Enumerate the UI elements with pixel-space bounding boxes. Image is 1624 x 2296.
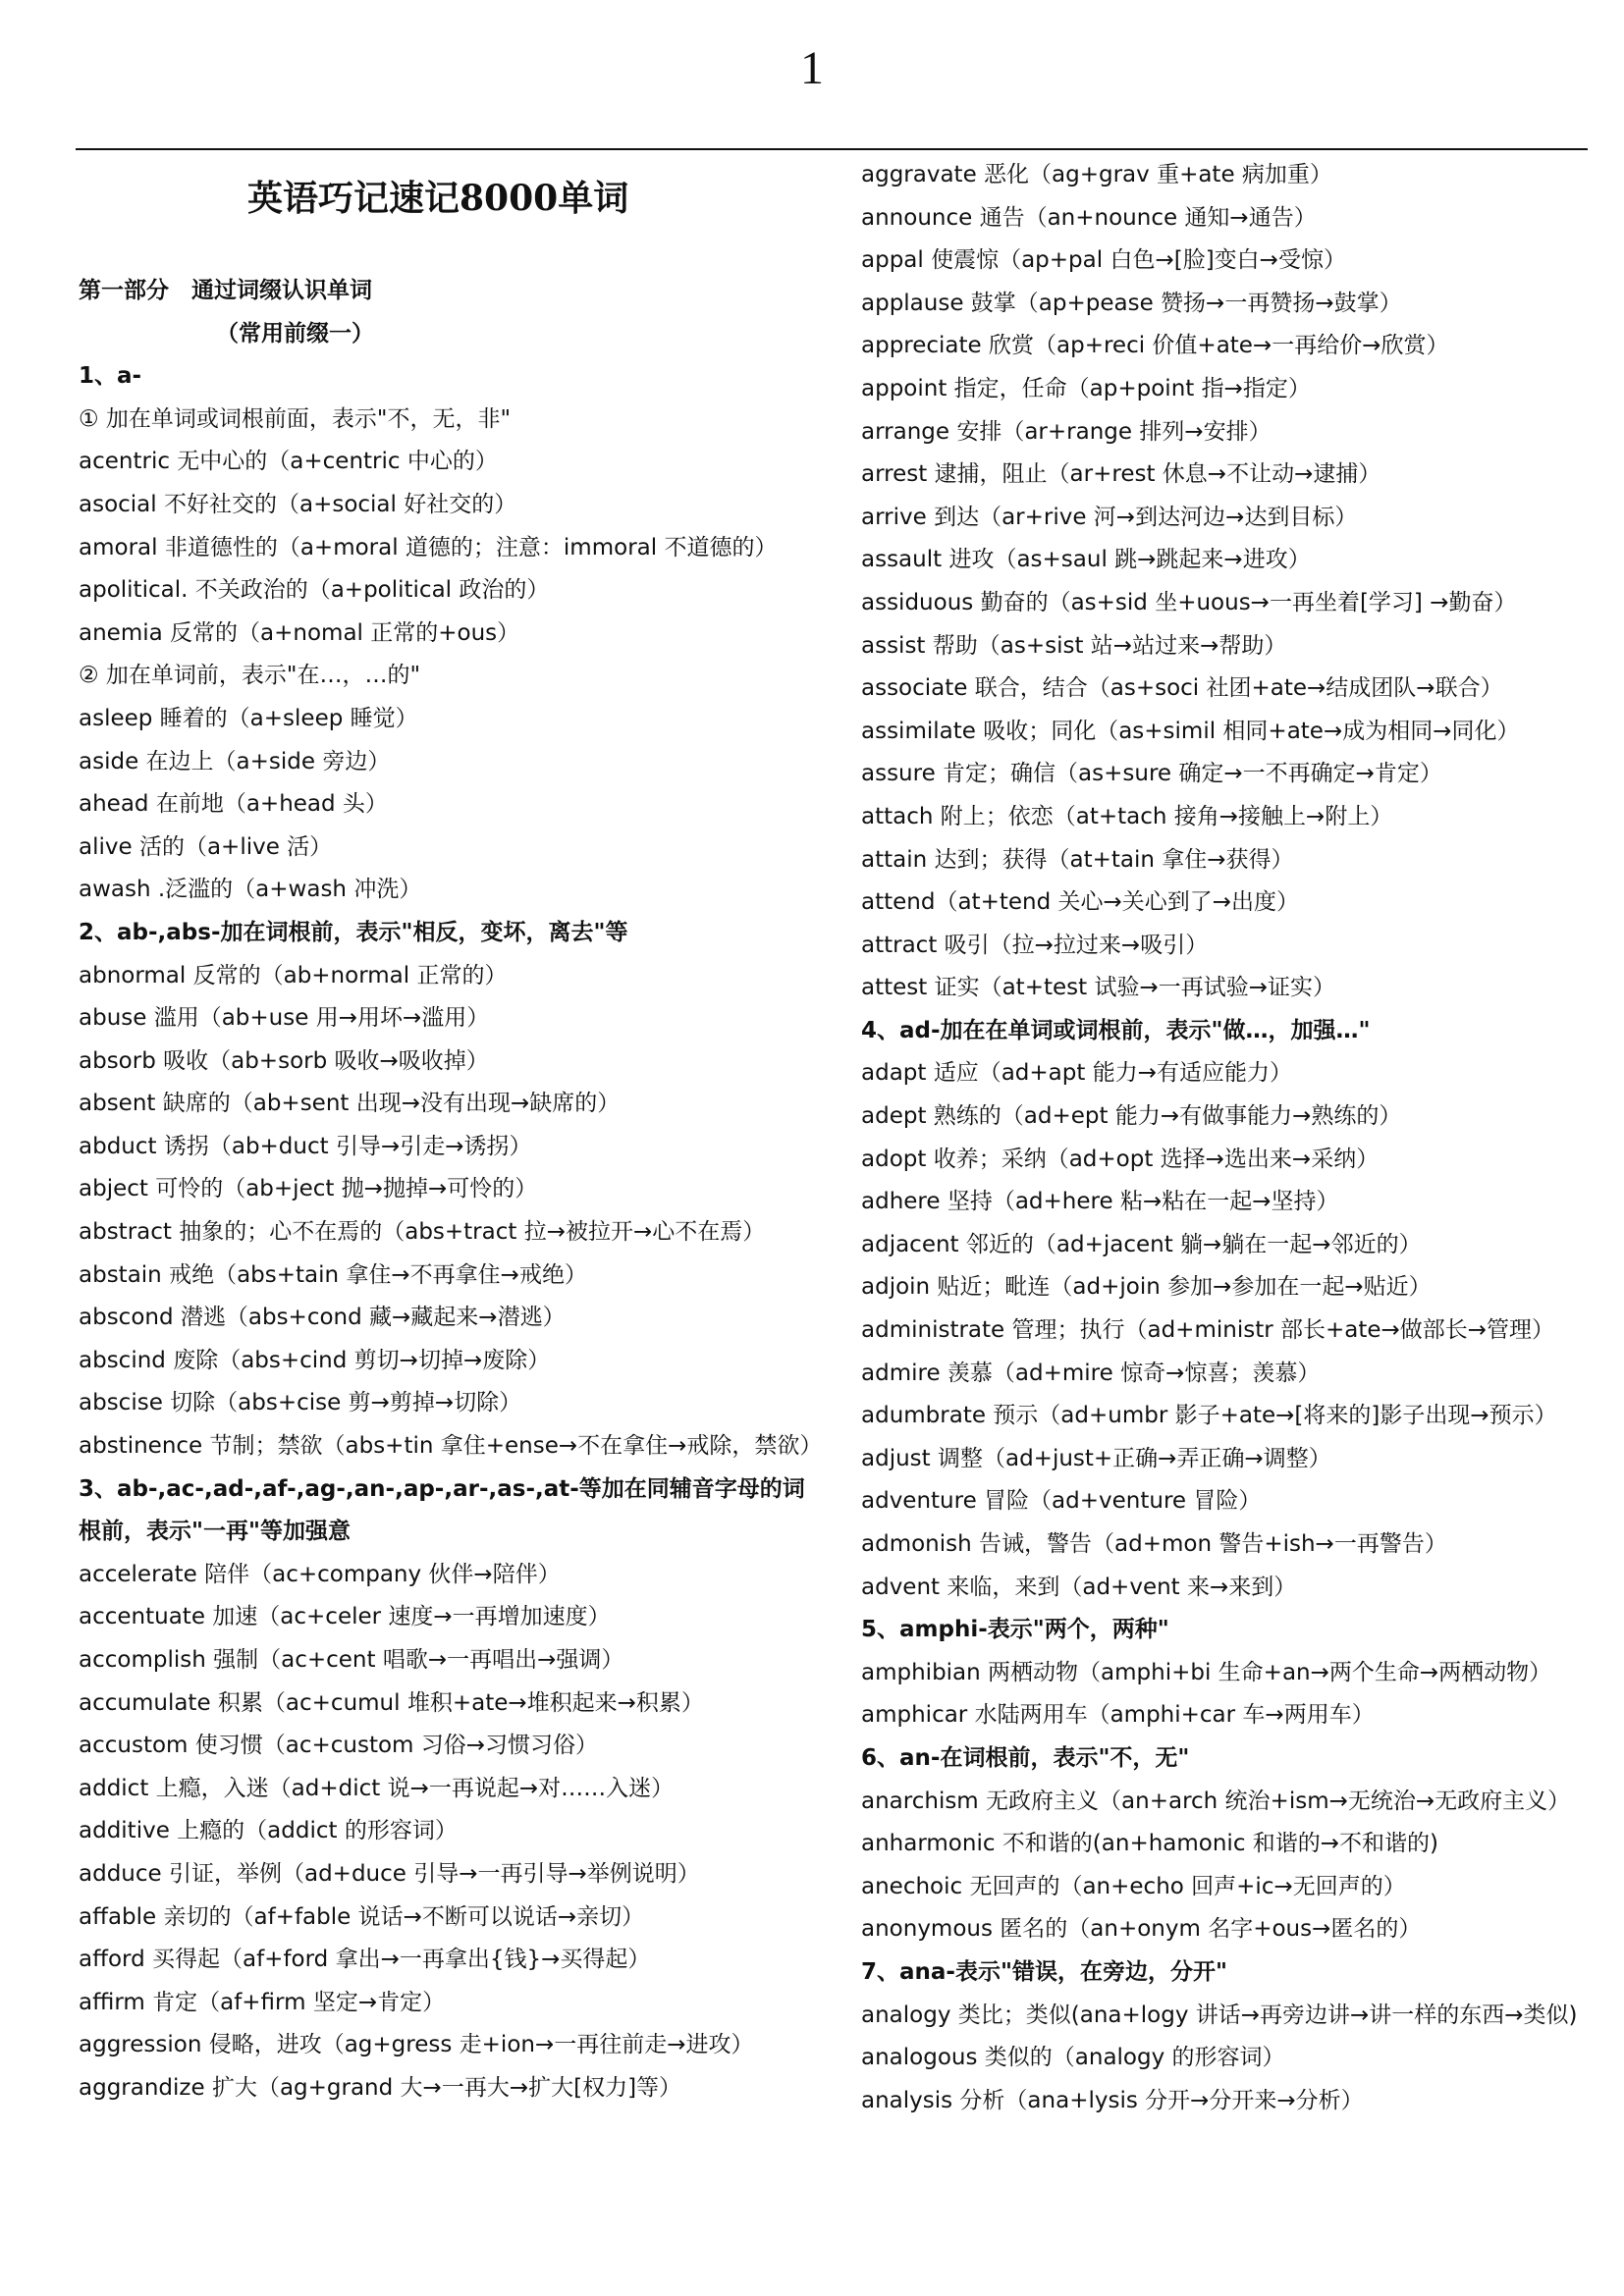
entry-line: abuse 滥用（ab+use 用→用坏→滥用）	[79, 1005, 490, 1032]
entry-line: arrest 逮捕，阻止（ar+rest 休息→不让动→逮捕）	[861, 461, 1381, 488]
entry-line: adept 熟练的（ad+ept 能力→有做事能力→熟练的）	[861, 1103, 1402, 1130]
entry-line: attach 附上；依恋（at+tach 接角→接触上→附上）	[861, 803, 1393, 829]
entry-line: adjacent 邻近的（ad+jacent 躺→躺在一起→邻近的）	[861, 1231, 1422, 1257]
section-heading: 3、ab-,ac-,ad-,af-,ag-,an-,ap-,ar-,as-,at-等加在同辅音字母的词根前，表示"一再"等加强意	[79, 1475, 805, 1545]
section-heading: 第一部分 通过词缀认识单词	[79, 278, 372, 303]
entry-line: attract 吸引（拉→拉过来→吸引）	[861, 932, 1209, 958]
entry-line: anonymous 匿名的（an+onym 名字+ous→匿名的）	[861, 1916, 1422, 1943]
page-number: 1	[800, 42, 824, 94]
entry-line: adhere 坚持（ad+here 粘→粘在一起→坚持）	[861, 1189, 1339, 1215]
entry-line: assist 帮助（as+sist 站→站过来→帮助）	[861, 632, 1287, 659]
entry-line: assimilate 吸收；同化（as+simil 相同+ate→成为相同→同化）	[861, 718, 1520, 744]
entry-line: abnormal 反常的（ab+normal 正常的）	[79, 962, 508, 988]
entry-line: adumbrate 预示（ad+umbr 影子+ate→[将来的]影子出现→预示）	[861, 1403, 1557, 1429]
entry-line: appal 使震惊（ap+pal 白色→[脸]变白→受惊）	[861, 247, 1346, 274]
entry-line: aggravate 恶化（ag+grav 重+ate 病加重）	[861, 162, 1332, 187]
entry-line: anechoic 无回声的（an+echo 回声+ic→无回声的）	[861, 1873, 1406, 1899]
section-heading: 7、ana-表示"错误，在旁边，分开"	[861, 1958, 1227, 1985]
entry-line: accumulate 积累（ac+cumul 堆积+ate→堆积起来→积累）	[79, 1689, 704, 1716]
entry-line: administrate 管理；执行（ad+ministr 部长+ate→做部长→管理）	[861, 1317, 1555, 1344]
entry-line: adopt 收养；采纳（ad+opt 选择→选出来→采纳）	[861, 1146, 1380, 1172]
entry-line: analogy 类比；类似(ana+logy 讲话→再旁边讲→讲一样的东西→类似)	[861, 2002, 1578, 2028]
entry-line: asocial 不好社交的（a+social 好社交的）	[79, 491, 517, 517]
entry-line: advent 来临，来到（ad+vent 来→来到）	[861, 1574, 1297, 1600]
entry-line: adventure 冒险（ad+venture 冒险）	[861, 1488, 1262, 1515]
entry-line: afford 买得起（af+ford 拿出→一再拿出{钱}→买得起）	[79, 1947, 651, 1973]
entry-line: acentric 无中心的（a+centric 中心的）	[79, 449, 498, 475]
entry-line: apolitical. 不关政治的（a+political 政治的）	[79, 577, 550, 604]
entry-line: amoral 非道德性的（a+moral 道德的；注意：immoral 不道德的）	[79, 534, 778, 561]
left-column	[79, 154, 825, 2110]
entry-line: abstinence 节制；禁欲（abs+tin 拿住+ense→不在拿住→戒除，禁欲）	[79, 1433, 823, 1460]
entry-line: aside 在边上（a+side 旁边）	[79, 748, 391, 774]
entry-line: absent 缺席的（ab+sent 出现→没有出现→缺席的）	[79, 1091, 621, 1117]
entry-line: adjust 调整（ad+just+正确→弄正确→调整）	[861, 1445, 1331, 1471]
header-rule	[76, 148, 1588, 150]
entry-line: admire 羡慕（ad+mire 惊奇→惊喜；羡慕）	[861, 1360, 1321, 1386]
entry-line: analogous 类似的（analogy 的形容词）	[861, 2045, 1285, 2071]
entry-line: adduce 引证，举例（ad+duce 引导→一再引导→举例说明）	[79, 1860, 700, 1887]
entry-line: arrive 到达（ar+rive 河→到达河边→达到目标）	[861, 504, 1358, 530]
entry-line: appoint 指定，任命（ap+point 指→指定）	[861, 375, 1311, 401]
entry-line: attain 达到；获得（at+tain 拿住→获得）	[861, 846, 1294, 873]
entry-line: amphibian 两栖动物（amphi+bi 生命+an→两个生命→两栖动物）	[861, 1659, 1552, 1685]
entry-line: admonish 告诫，警告（ad+mon 警告+ish→一再警告）	[861, 1531, 1447, 1557]
entry-line: adapt 适应（ad+apt 能力→有适应能力）	[861, 1060, 1292, 1087]
entry-line: accelerate 陪伴（ac+company 伙伴→陪伴）	[79, 1561, 561, 1587]
entry-line: anarchism 无政府主义（an+arch 统治+ism→无统治→无政府主义）	[861, 1788, 1571, 1814]
document-title: 英语巧记速记8000单词	[247, 178, 629, 219]
section-heading: 1、a-	[79, 363, 142, 390]
entry-line: abject 可怜的（ab+ject 抛→抛掉→可怜的）	[79, 1176, 538, 1202]
entry-line: anemia 反常的（a+nomal 正常的+ous）	[79, 619, 520, 646]
entry-line: addict 上瘾，入迷（ad+dict 说→一再说起→对……入迷）	[79, 1775, 675, 1801]
section-heading: 2、ab-,abs-加在词根前，表示"相反，变坏，离去"等	[79, 919, 628, 945]
entry-line: absorb 吸收（ab+sorb 吸收→吸收掉）	[79, 1047, 489, 1074]
entry-line: ② 加在单词前，表示"在…，…的"	[79, 663, 421, 689]
entry-line: affirm 肯定（af+firm 坚定→肯定）	[79, 1989, 446, 2015]
entry-line: anharmonic 不和谐的(an+hamonic 和谐的→不和谐的)	[861, 1831, 1439, 1857]
entry-line: appreciate 欣赏（ap+reci 价值+ate→一再给价→欣赏）	[861, 333, 1449, 359]
entry-line: affable 亲切的（af+fable 说话→不断可以说话→亲切）	[79, 1903, 645, 1930]
section-subheading: （常用前缀一）	[216, 320, 374, 347]
entry-line: abstain 戒绝（abs+tain 拿住→不再拿住→戒绝）	[79, 1261, 587, 1288]
section-heading: 6、an-在词根前，表示"不，无"	[861, 1744, 1190, 1771]
entry-line: announce 通告（an+nounce 通知→通告）	[861, 204, 1317, 231]
entry-line: accustom 使习惯（ac+custom 习俗→习惯习俗）	[79, 1733, 599, 1759]
entry-line: awash .泛滥的（a+wash 冲洗）	[79, 877, 422, 903]
entry-line: assure 肯定；确信（as+sure 确定→一不再确定→肯定）	[861, 761, 1442, 787]
entry-line: assiduous 勤奋的（as+sid 坐+uous→一再坐着[学习] →勤奋）	[861, 589, 1517, 615]
entry-line: ahead 在前地（a+head 头）	[79, 791, 388, 818]
entry-line: accentuate 加速（ac+celer 速度→一再增加速度）	[79, 1604, 611, 1630]
entry-line: arrange 安排（ar+range 排列→安排）	[861, 418, 1272, 445]
entry-line: attend（at+tend 关心→关心到了→出度）	[861, 889, 1300, 916]
entry-line: associate 联合，结合（as+soci 社团+ate→结成团队→联合）	[861, 675, 1503, 702]
entry-line: adjoin 贴近；毗连（ad+join 参加→参加在一起→贴近）	[861, 1274, 1432, 1301]
entry-line: accomplish 强制（ac+cent 唱歌→一再唱出→强调）	[79, 1647, 624, 1673]
entry-line: aggrandize 扩大（ag+grand 大→一再大→扩大[权力]等）	[79, 2074, 682, 2101]
entry-line: assault 进攻（as+saul 跳→跳起来→进攻）	[861, 547, 1311, 573]
entry-line: analysis 分析（ana+lysis 分开→分开来→分析）	[861, 2087, 1364, 2113]
entry-line: aggression 侵略，进攻（ag+gress 走+ion→一再往前走→进攻）	[79, 2032, 754, 2058]
entry-line: asleep 睡着的（a+sleep 睡觉）	[79, 705, 418, 731]
entry-line: amphicar 水陆两用车（amphi+car 车→两用车）	[861, 1702, 1375, 1729]
entry-line: additive 上瘾的（addict 的形容词）	[79, 1818, 458, 1844]
entry-line: abscise 切除（abs+cise 剪→剪掉→切除）	[79, 1390, 522, 1416]
entry-line: abstract 抽象的；心不在焉的（abs+tract 拉→被拉开→心不在焉）	[79, 1219, 766, 1246]
entry-line: abduct 诱拐（ab+duct 引导→引走→诱拐）	[79, 1133, 532, 1159]
section-heading: 4、ad-加在在单词或词根前，表示"做…，加强…"	[861, 1017, 1371, 1043]
section-heading: 5、amphi-表示"两个，两种"	[861, 1617, 1169, 1643]
entry-line: abscond 潜逃（abs+cond 藏→藏起来→潜逃）	[79, 1305, 566, 1331]
entry-line: attest 证实（at+test 试验→一再试验→证实）	[861, 975, 1335, 1001]
entry-line: abscind 废除（abs+cind 剪切→切掉→废除）	[79, 1347, 551, 1373]
right-column	[861, 154, 1607, 2122]
entry-line: alive 活的（a+live 活）	[79, 833, 333, 860]
entry-line: ① 加在单词或词根前面，表示"不，无，非"	[79, 405, 512, 432]
entry-line: applause 鼓掌（ap+pease 赞扬→一再赞扬→鼓掌）	[861, 290, 1402, 316]
